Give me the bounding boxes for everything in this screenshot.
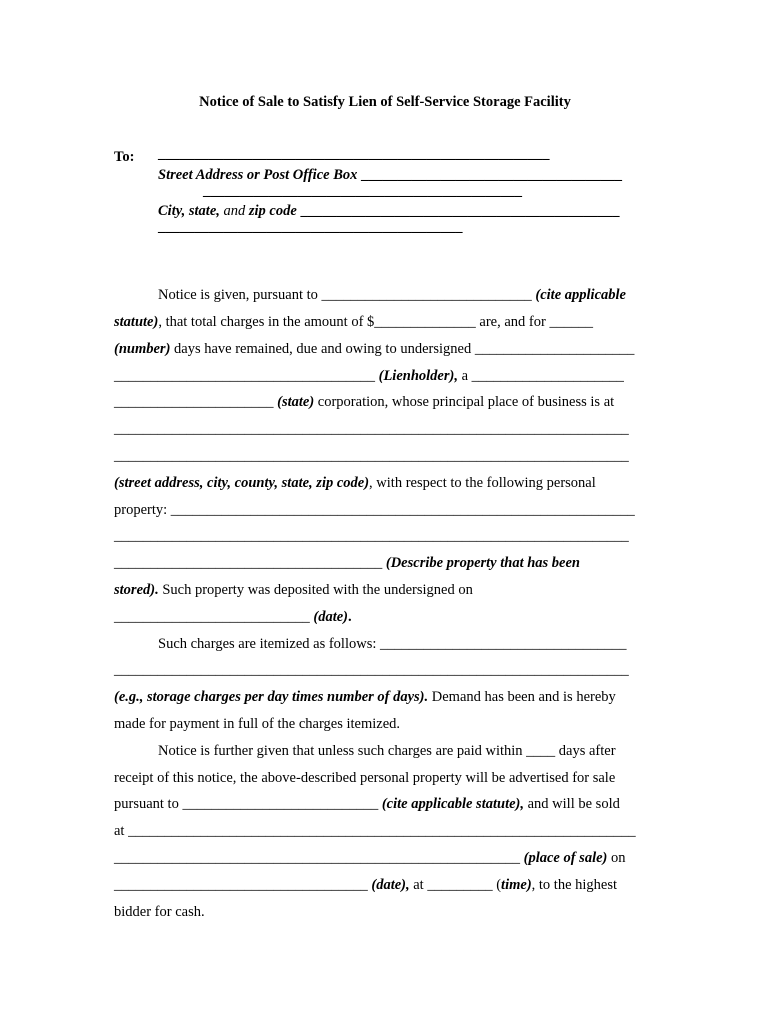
text-segment: Such property was deposited with the undersigned on — [158, 582, 473, 598]
text-segment: days have remained, due and owing to undersigned ______________________ — [170, 341, 635, 357]
body-line-24: bidder for cash. — [114, 904, 205, 920]
body-line-22 — [114, 849, 626, 867]
street-address-blank: ____________________________________ — [357, 167, 622, 183]
text-segment: (e.g., storage charges per day times number of days). — [114, 689, 429, 705]
text-segment: (street address, city, county, state, zip code) — [114, 475, 370, 491]
to-name-blank: ______________________________________________________ — [158, 146, 550, 162]
body-line-15: _______________________________________________________________________ — [114, 662, 629, 678]
body-line-14: Such charges are itemized as follows: __________________________________ — [158, 636, 627, 652]
body-line-10: _______________________________________________________________________ — [114, 528, 629, 544]
text-segment: ________________________________________________________ — [114, 850, 524, 866]
body-line-4 — [114, 367, 624, 385]
city-state-zip-blank: ____________________________________________ — [296, 203, 620, 219]
text-segment: ______________________ — [114, 394, 278, 410]
body-line-2 — [114, 313, 593, 331]
text-segment: (date) — [313, 609, 348, 625]
body-line-12 — [114, 581, 473, 599]
text-segment: statute) — [114, 314, 159, 330]
text-segment: _____________________________________ — [114, 555, 386, 571]
body-line-20 — [114, 795, 620, 813]
body-line-17: made for payment in full of the charges itemized. — [114, 716, 401, 732]
text-segment: and will be sold — [524, 796, 620, 812]
to-label: To: — [114, 149, 135, 165]
and-word: and — [219, 203, 249, 219]
body-line-11 — [114, 554, 580, 572]
body-line-7: _______________________________________________________________________ — [114, 448, 629, 464]
text-segment: corporation, whose principal place of business is at — [314, 394, 615, 410]
text-segment: Demand has been and is hereby — [428, 689, 616, 705]
text-segment: (place of sale) — [523, 850, 608, 866]
body-line-9: property: ________________________________________________________________ — [114, 502, 635, 518]
body-line-16 — [114, 688, 616, 706]
body-line-8 — [114, 474, 596, 492]
body-line-23 — [114, 876, 617, 894]
text-segment: , with respect to the following personal — [369, 475, 596, 491]
text-segment: (Lienholder), — [378, 368, 458, 384]
text-segment: , to the highest — [531, 877, 618, 893]
text-segment: (state) — [277, 394, 315, 410]
text-segment: pursuant to ___________________________ — [114, 796, 382, 812]
city-state-zip-continuation: __________________________________________ — [158, 219, 463, 235]
text-segment: (cite applicable — [535, 287, 626, 303]
text-segment: time) — [501, 877, 532, 893]
text-segment: ___________________________ — [114, 609, 314, 625]
body-line-3 — [114, 340, 634, 358]
city-state-label: City, state, — [158, 203, 220, 219]
text-segment: a _____________________ — [457, 368, 624, 384]
text-segment: on — [607, 850, 626, 866]
text-segment: stored). — [114, 582, 159, 598]
text-segment: at _________ ( — [409, 877, 502, 893]
text-segment: (Describe property that has been — [385, 555, 580, 571]
text-segment: (date), — [371, 877, 410, 893]
zip-code-label: zip code — [248, 203, 297, 219]
text-segment: . — [348, 609, 352, 625]
text-segment: Notice is given, pursuant to _____________________________ — [158, 287, 536, 303]
text-segment: , that total charges in the amount of $______________ are, and for ______ — [158, 314, 593, 330]
body-line-18: Notice is further given that unless such charges are paid within ____ days after — [158, 743, 616, 759]
body-line-21: at ______________________________________________________________________ — [114, 823, 636, 839]
text-segment: ____________________________________ — [114, 368, 379, 384]
document-title: Notice of Sale to Satisfy Lien of Self-Service Storage Facility — [199, 94, 571, 110]
street-address-continuation: ____________________________________________ — [203, 183, 522, 199]
body-line-5 — [114, 393, 614, 411]
street-address-label: Street Address or Post Office Box — [158, 167, 358, 183]
body-line-13 — [114, 608, 352, 626]
body-line-1 — [158, 286, 626, 304]
body-line-6: _______________________________________________________________________ — [114, 421, 629, 437]
text-segment: (cite applicable statute), — [381, 796, 524, 812]
body-line-19: receipt of this notice, the above-described personal property will be advertised for sale — [114, 770, 616, 786]
text-segment: (number) — [114, 341, 171, 357]
text-segment: ___________________________________ — [114, 877, 372, 893]
